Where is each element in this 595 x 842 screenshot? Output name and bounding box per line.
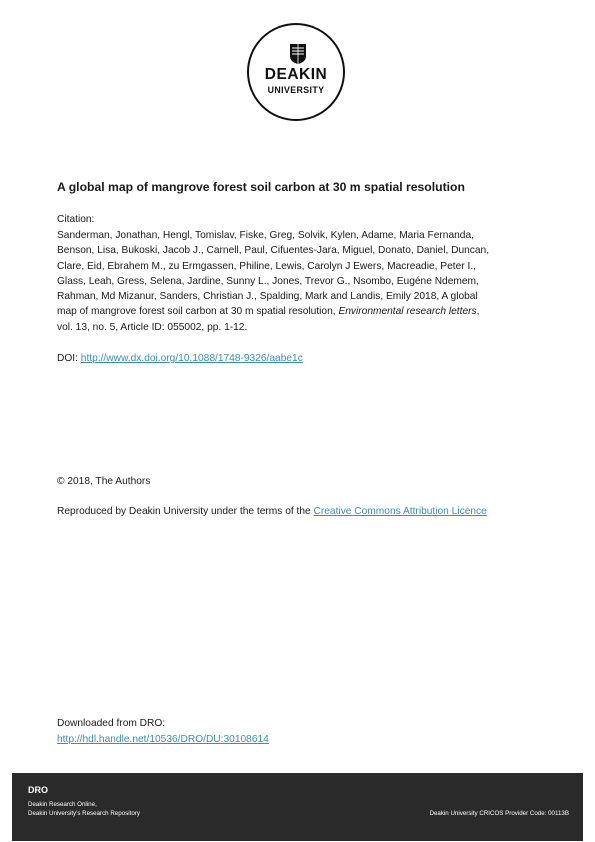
- citation-line-text: ,: [476, 306, 480, 318]
- handle-link[interactable]: http://hdl.handle.net/10536/DRO/DU:30108614: [57, 734, 269, 745]
- citation-line: vol. 13, no. 5, Article ID: 055002, pp. 1-12.: [57, 321, 248, 333]
- citation-line: Rahman, Md Mizanur, Sanders, Christian J., Spalding, Mark and Landis, Emily 2018, A global: [57, 291, 478, 303]
- footer-banner: [12, 773, 583, 841]
- footer-line: Deakin Research Online,: [28, 801, 97, 808]
- copyright-notice: © 2018, The Authors: [57, 476, 151, 487]
- downloaded-label: Downloaded from DRO:: [57, 718, 166, 729]
- citation-line: [57, 304, 489, 319]
- logo-subname: UNIVERSITY: [267, 85, 325, 95]
- downloaded-line: [57, 732, 269, 747]
- provider-code: Deakin University CRICOS Provider Code: 00113B: [429, 810, 569, 817]
- doi-line: [57, 351, 303, 366]
- licence-link[interactable]: Creative Commons Attribution Licence: [313, 506, 487, 517]
- citation-label: Citation:: [57, 214, 95, 225]
- doi-link[interactable]: http://www.dx.doi.org/10.1088/1748-9326/aabe1c: [80, 353, 303, 364]
- document-title: A global map of mangrove forest soil carbon at 30 m spatial resolution: [57, 180, 465, 194]
- journal-name: Environmental research letters: [338, 306, 477, 318]
- logo-name: DEAKIN: [264, 66, 328, 83]
- reproduction-notice: [57, 504, 487, 519]
- doi-label: DOI:: [57, 353, 81, 364]
- citation-line: Glass, Leah, Gress, Selena, Jardine, Sunny L., Jones, Trevor G., Nsombo, Eugéne Ndemem,: [57, 275, 479, 287]
- citation-line: Benson, Lisa, Bukoski, Jacob J., Carnell, Paul, Cifuentes-Jara, Miguel, Donato, Daniel, Duncan,: [57, 245, 490, 257]
- citation-line-text: map of mangrove forest soil carbon at 30 m spatial resolution,: [57, 306, 339, 318]
- reproduction-text: Reproduced by Deakin University under the terms of the: [57, 506, 314, 517]
- footer-title: DRO: [28, 785, 48, 795]
- citation-text: [57, 228, 489, 335]
- citation-line: Clare, Eid, Ebrahem M., zu Ermgassen, Philine, Lewis, Carolyn J Ewers, Macreadie, Peter I.,: [57, 260, 476, 272]
- shield-icon: [289, 43, 307, 65]
- footer-line: Deakin University's Research Repository: [28, 810, 140, 817]
- citation-line: Sanderman, Jonathan, Hengl, Tomislav, Fiske, Greg, Solvik, Kylen, Adame, Maria Fernanda,: [57, 230, 474, 241]
